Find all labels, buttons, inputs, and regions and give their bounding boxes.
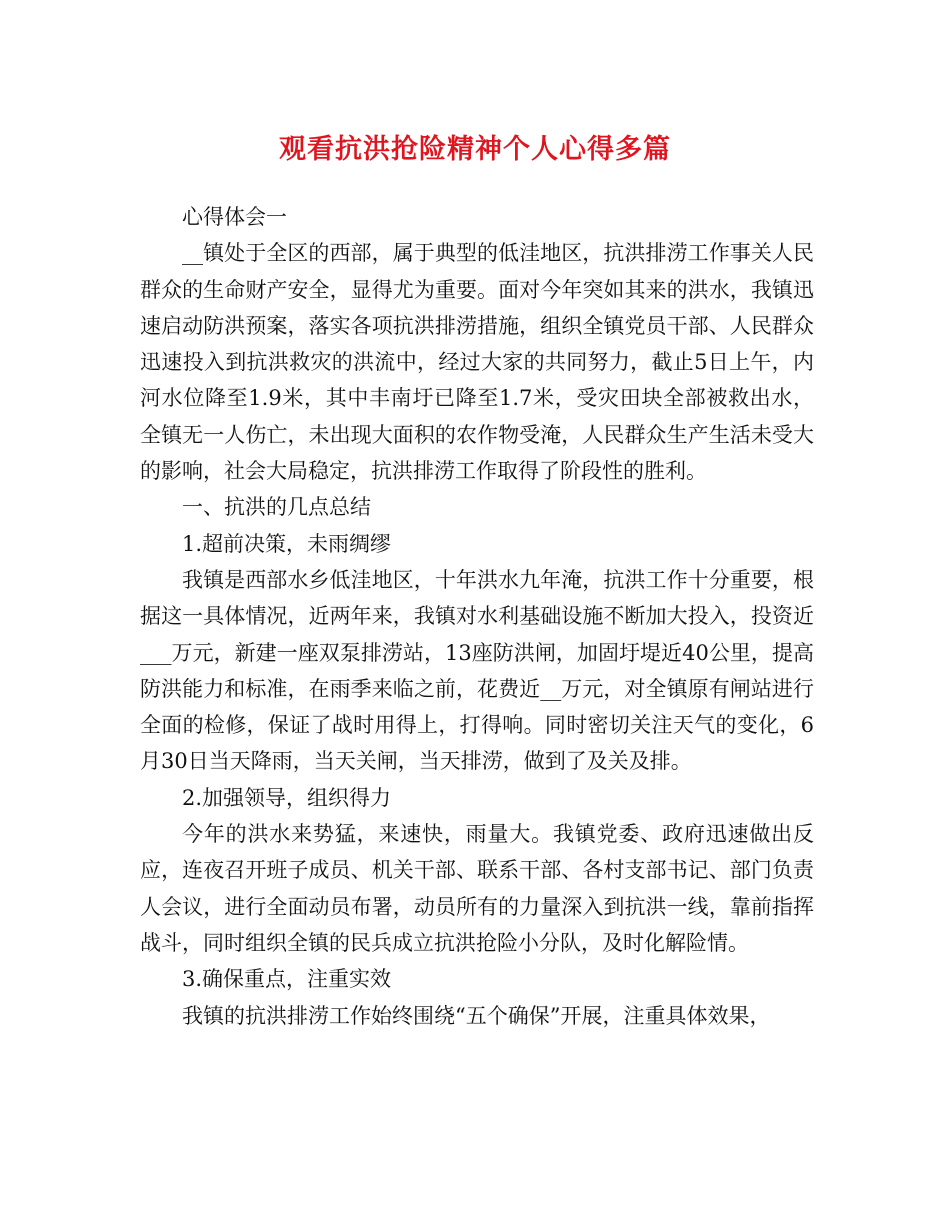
body-paragraph: 今年的洪水来势猛，来速快，雨量大。我镇党委、政府迅速做出反应，连夜召开班子成员、机关干部、联系干部、各村支部书记、部门负责人会议，进行全面动员布署，动员所有的力量深入到抗洪一线，靠前指挥战斗，同时组织全镇的民兵成立抗洪抢险小分队，及时化解险情。 [140, 822, 814, 955]
subsection-heading: 3.确保重点，注重实效 [182, 967, 392, 992]
subsection-heading: 1.超前决策，未雨绸缪 [182, 531, 392, 556]
section-heading: 一、抗洪的几点总结 [182, 495, 371, 520]
section-heading: 心得体会一 [182, 205, 287, 229]
body-paragraph: 我镇是西部水乡低洼地区，十年洪水九年淹，抗洪工作十分重要，根据这一具体情况，近两年来，我镇对水利基础设施不断加大投入，投资近___万元，新建一座双泵排涝站，13座防洪闸，加固圩堤近40公里，提高防洪能力和标准，在雨季来临之前，花费近__万元，对全镇原有闸站进行全面的检修，保证了战时用得上，打得响。同时密切关注天气的变化，6月30日当天降雨，当天关闸，当天排涝，做到了及关及排。 [140, 567, 814, 774]
body-paragraph: __镇处于全区的西部，属于典型的低洼地区，抗洪排涝工作事关人民群众的生命财产安全，显得尤为重要。面对今年突如其来的洪水，我镇迅速启动防洪预案，落实各项抗洪排涝措施，组织全镇党员干部、人民群众迅速投入到抗洪救灾的洪流中，经过大家的共同努力，截止5日上午，内河水位降至1.9米，其中丰南圩已降至1.7米，受灾田块全部被救出水，全镇无一人伤亡，未出现大面积的农作物受淹，人民群众生产生活未受大的影响，社会大局稳定，抗洪排涝工作取得了阶段性的胜利。 [140, 241, 814, 484]
body-paragraph: 我镇的抗洪排涝工作始终围绕“五个确保”开展，注重具体效果， [182, 1003, 771, 1028]
subsection-heading: 2.加强领导，组织得力 [182, 785, 392, 810]
document-title: 观看抗洪抢险精神个人心得多篇 [279, 134, 671, 165]
document-body [140, 199, 814, 1034]
